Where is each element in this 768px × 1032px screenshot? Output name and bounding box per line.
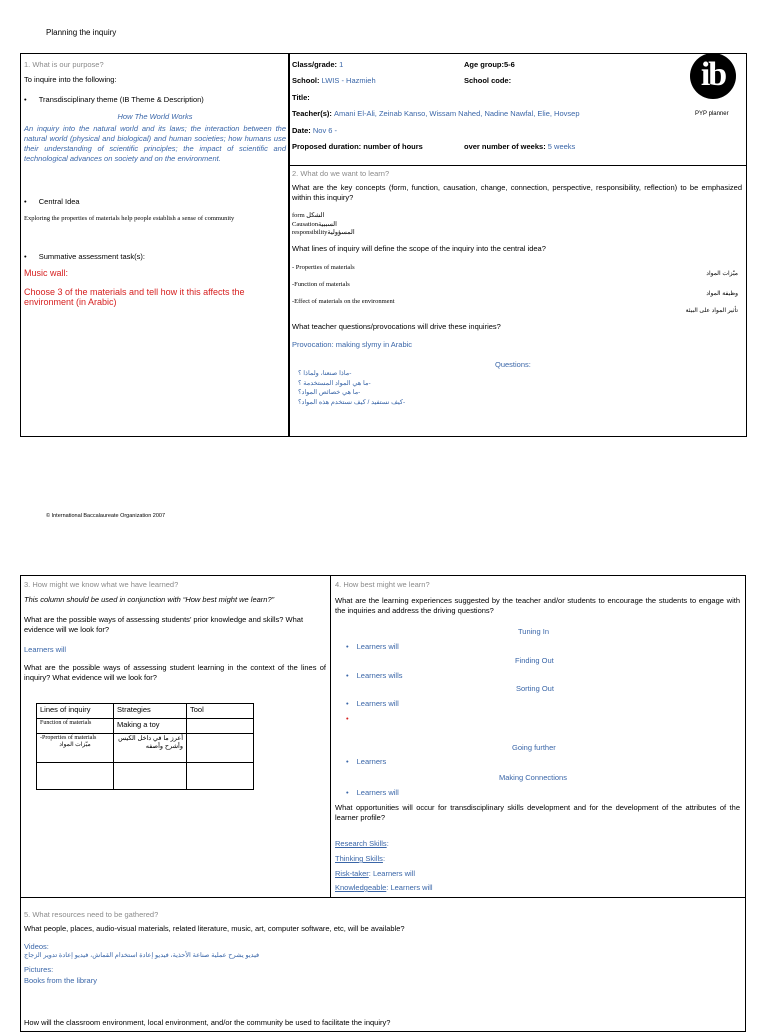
questions-list bbox=[298, 369, 448, 407]
table-cell bbox=[187, 734, 254, 763]
table-cell bbox=[187, 719, 254, 734]
central-idea-label-row: • Central Idea bbox=[24, 197, 80, 206]
theme-label-row bbox=[24, 95, 284, 105]
line-of-inquiry-arabic: تأثير المواد على البيئة bbox=[685, 308, 738, 314]
assess-heading: 3. How might we know what we have learned? bbox=[24, 580, 179, 589]
tuning-item: • Learners will bbox=[346, 642, 399, 651]
class-grade: Class/grade: 1 bbox=[292, 60, 344, 69]
concepts-list bbox=[292, 212, 355, 238]
table-cell bbox=[37, 763, 114, 790]
books-label: Books from the library bbox=[24, 976, 97, 985]
school-code: School code: bbox=[464, 76, 512, 85]
theme-label: Transdisciplinary theme (IB Theme & Description) bbox=[38, 95, 204, 104]
pyp-planner-label: PYP planner bbox=[695, 111, 729, 117]
table-header: Lines of inquiry bbox=[37, 704, 114, 719]
table-row bbox=[37, 719, 254, 734]
going-further: Going further bbox=[512, 743, 556, 752]
line-of-inquiry-arabic: وظيفة المواد bbox=[706, 291, 738, 297]
table-cell bbox=[187, 763, 254, 790]
line-of-inquiry-arabic: ميّزات المواد bbox=[706, 271, 738, 277]
best-heading: 4. How best might we learn? bbox=[335, 580, 430, 589]
line-of-inquiry: - Properties of materials bbox=[292, 264, 355, 271]
table-cell: Function of materials bbox=[37, 719, 114, 734]
knowledgeable: Knowledgeable: Learners will bbox=[335, 883, 433, 892]
thinking-skills: Thinking Skills: bbox=[335, 854, 386, 863]
theme-name: How The World Works bbox=[117, 112, 193, 121]
table-header-row bbox=[37, 704, 254, 719]
table-cell bbox=[114, 763, 187, 790]
line-of-inquiry: -Effect of materials on the environment bbox=[292, 298, 395, 305]
purpose-intro: To inquire into the following: bbox=[24, 75, 117, 84]
summative-text: Choose 3 of the materials and tell how it this affects the environment (in Arabic) bbox=[24, 287, 245, 307]
table-cell: -Properties of materials ميّزات المواد bbox=[37, 734, 114, 763]
best-question: What are the learning experiences suggested by the teacher and/or students to encourage the students to engage with the inquiries and address the driving questions? bbox=[335, 596, 740, 615]
videos-label: Videos: bbox=[24, 942, 49, 951]
table-row bbox=[37, 763, 254, 790]
lines-assessment-question: What are the possible ways of assessing student learning in the context of the lines of inquiry? What evidence will we look for? bbox=[24, 663, 326, 682]
title-label: Title: bbox=[292, 93, 310, 102]
weeks: over number of weeks: 5 weeks bbox=[464, 142, 576, 151]
making-connections: Making Connections bbox=[499, 773, 567, 782]
videos-text: فيديو يشرح عملية صناعة الأحذية، فيديو إعادة استخدام القماش، فيديو إعادة تدوير الزجاج bbox=[24, 952, 260, 959]
copyright: © International Baccalaureate Organization 2007 bbox=[46, 513, 166, 519]
finding-item: • Learners wills bbox=[346, 671, 403, 680]
theme-description: An inquiry into the natural world and its laws; the interaction between the natural world (physical and biological) and human societies; how humans use their understanding of scientific principles; the impact of scientific and technological advances on society and on the environment. bbox=[24, 124, 286, 163]
table-cell: Making a toy bbox=[114, 719, 187, 734]
assess-note: This column should be used in conjunction with “How best might we learn?” bbox=[24, 595, 275, 604]
summative-label-row: • Summative assessment task(s): bbox=[24, 252, 146, 261]
ib-logo: ib bbox=[690, 53, 736, 99]
provocation: Provocation: making slymy in Arabic bbox=[292, 340, 413, 349]
table-header: Tool bbox=[187, 704, 254, 719]
line-of-inquiry: -Function of materials bbox=[292, 281, 350, 288]
learn-heading: 2. What do we want to learn? bbox=[292, 169, 390, 178]
finding-out: Finding Out bbox=[515, 656, 554, 665]
resources-question: What people, places, audio-visual materials, related literature, music, art, computer software, etc, will be available? bbox=[24, 924, 405, 933]
questions-label: Questions: bbox=[495, 360, 531, 369]
central-idea-text: Exploring the properties of materials help people establish a sense of community bbox=[24, 215, 235, 222]
question-item: -كيف نستفيد / كيف نستخدم هذه المواد؟ bbox=[298, 398, 406, 406]
resources-heading: 5. What resources need to be gathered? bbox=[24, 910, 159, 919]
sorting-item: • Learners will bbox=[346, 699, 399, 708]
table-row bbox=[37, 734, 254, 763]
lines-question: What lines of inquiry will define the scope of the inquiry into the central idea? bbox=[292, 244, 546, 253]
teachers: Teacher(s): Amani El-Ali, Zeinab Kanso, Wissam Nahed, Nadine Nawfal, Elie, Hovsep bbox=[292, 109, 580, 118]
central-idea-label: Central Idea bbox=[38, 197, 80, 206]
skills-question: What opportunities will occur for transdisciplinary skills development and for the development of the attributes of the learner profile? bbox=[335, 803, 740, 822]
bullet: • bbox=[24, 95, 27, 104]
concept-item: form الشكل bbox=[292, 212, 325, 219]
prior-knowledge-question: What are the possible ways of assessing students’ prior knowledge and skills? What evidence will we look for? bbox=[24, 615, 304, 634]
concept-item: responsibilityالمسؤولية bbox=[292, 229, 355, 236]
purpose-heading: 1. What is our purpose? bbox=[24, 60, 104, 69]
tuning-in: Tuning In bbox=[518, 627, 549, 636]
further-item: • Learners bbox=[346, 757, 387, 766]
school: School: LWIS - Hazmieh bbox=[292, 76, 376, 85]
table-header: Strategies bbox=[114, 704, 187, 719]
connections-item: • Learners will bbox=[346, 788, 399, 797]
summative-title: Music wall: bbox=[24, 268, 69, 278]
sorting-item-empty: • bbox=[346, 714, 349, 723]
environment-question: How will the classroom environment, local environment, and/or the community be used to facilitate the inquiry? bbox=[24, 1018, 391, 1027]
pictures-label: Pictures: bbox=[24, 965, 54, 974]
age-group: Age group:5-6 bbox=[464, 60, 515, 69]
date: Date: Nov 6 - bbox=[292, 126, 338, 135]
question-item: -ما هي خصائص المواد؟ bbox=[298, 389, 361, 396]
page-title: Planning the inquiry bbox=[46, 28, 117, 37]
concepts-question: What are the key concepts (form, function, causation, change, connection, perspective, responsibility, reflection) to be emphasized within this inquiry? bbox=[292, 183, 742, 202]
sorting-out: Sorting Out bbox=[516, 684, 554, 693]
best-cell bbox=[330, 575, 746, 898]
purpose-cell bbox=[20, 53, 290, 437]
duration: Proposed duration: number of hours bbox=[292, 142, 423, 151]
question-item: -ماذا صنعنا، ولماذا ؟ bbox=[298, 370, 352, 377]
research-skills: Research Skills: bbox=[335, 839, 389, 848]
teacher-questions-label: What teacher questions/provocations will drive these inquiries? bbox=[292, 322, 501, 331]
prior-knowledge-answer: Learners will bbox=[24, 645, 67, 654]
concept-item: Causationالسببية bbox=[292, 220, 337, 228]
summative-label: Summative assessment task(s): bbox=[38, 252, 146, 261]
inquiry-table bbox=[36, 703, 254, 790]
question-item: -ما هي المواد المستخدمة ؟ bbox=[298, 379, 371, 387]
table-cell: أعرز ما في داخل الكيس وأشرح وأصفه bbox=[114, 734, 187, 763]
risk-taker: Risk-taker: Learners will bbox=[335, 869, 416, 878]
